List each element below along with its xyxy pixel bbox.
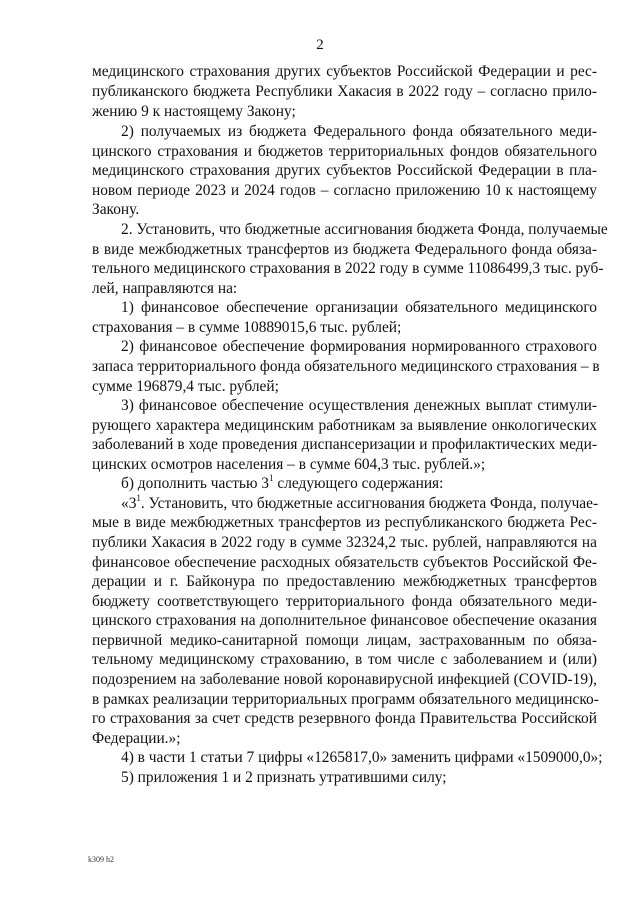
text-fragment: следующего содержания: [277, 475, 444, 492]
text-line: сумме 196879,4 тыс. рублей; [92, 378, 279, 395]
superscript: 1 [269, 473, 274, 483]
text-line: бюджету соответствующего территориального фонда обязательного меди- [92, 593, 597, 610]
text-line [121, 474, 597, 493]
text-line: 2) получаемых из бюджета Федерального фонда обязательного меди- [121, 123, 597, 140]
text-fragment: . Установить, что бюджетные ассигнования бюджета Фонда, получае- [140, 495, 599, 512]
text-fragment: б) дополнить частью 3 [121, 475, 269, 492]
text-line: лей, направляются на: [92, 280, 238, 297]
text-line: медицинского страхования других субъектов Российской Федерации в пла- [92, 162, 597, 179]
text-line: 4) в части 1 статьи 7 цифры «1265817,0» заменить цифрами «1509000,0»; [121, 749, 603, 766]
superscript: 1 [136, 493, 141, 503]
text-line: цинских осмотров населения – в сумме 604,3 тыс. рублей.»; [92, 456, 486, 473]
text-line: дерации и г. Байконура по предоставлению межбюджетных трансфертов [92, 573, 597, 590]
text-line: запаса территориального фонда обязательного медицинского страхования – в [92, 358, 600, 375]
text-line: 2) финансовое обеспечение формирования нормированного страхового [121, 338, 597, 355]
text-line: тельного медицинского страхования в 2022 году в сумме 11086499,3 тыс. руб- [92, 260, 604, 277]
text-line: рующего характера медицинским работникам за выявление онкологических [92, 417, 597, 434]
text-line: Закону. [92, 201, 140, 218]
text-line: подозрением на заболевание новой коронавирусной инфекцией (COVID-19), [92, 671, 597, 688]
text-line [121, 494, 597, 513]
text-line: страхования – в сумме 10889015,6 тыс. рублей; [92, 319, 402, 336]
text-line: публиканского бюджета Республики Хакасия в 2022 году – согласно прило- [92, 83, 597, 100]
text-line: медицинского страхования других субъектов Российской Федерации и рес- [92, 63, 597, 80]
text-line: мые в виде межбюджетных трансфертов из республиканского бюджета Рес- [92, 514, 597, 531]
text-line: тельному медицинскому страхованию, в том числе с заболеванием и (или) [92, 651, 597, 668]
text-line: в виде межбюджетных трансфертов из бюджета Федерального фонда обяза- [92, 241, 597, 258]
text-line: цинского страхования на дополнительное финансовое обеспечение оказания [92, 612, 597, 629]
text-line: цинского страхования и бюджетов территориальных фондов обязательного [92, 143, 597, 160]
text-line: Федерации.»; [92, 730, 181, 747]
text-fragment: «3 [121, 495, 137, 512]
text-line: финансовое обеспечение расходных обязательств субъектов Российской Фе- [92, 554, 597, 571]
page-number: 2 [316, 37, 324, 53]
text-line: новом периоде 2023 и 2024 годов – согласно приложению 10 к настоящему [92, 182, 597, 199]
text-line: жению 9 к настоящему Закону; [92, 103, 296, 120]
text-line: первичной медико-санитарной помощи лицам, застрахованным по обяза- [92, 632, 597, 649]
footer-code: k309 h2 [88, 855, 114, 864]
text-line: в рамках реализации территориальных программ обязательного медицинско- [92, 691, 599, 708]
text-line: 3) финансовое обеспечение осуществления денежных выплат стимули- [121, 397, 597, 414]
text-line: публики Хакасия в 2022 году в сумме 32324,2 тыс. рублей, направляются на [92, 534, 597, 551]
text-line: заболеваний в ходе проведения диспансеризации и профилактических меди- [92, 436, 597, 453]
text-line: 1) финансовое обеспечение организации обязательного медицинского [121, 299, 597, 316]
text-line: го страхования за счет средств резервного фонда Правительства Российской [92, 710, 597, 727]
text-line: 5) приложения 1 и 2 признать утратившими силу; [121, 769, 447, 786]
text-line: 2. Установить, что бюджетные ассигнования бюджета Фонда, получаемые [121, 221, 608, 238]
